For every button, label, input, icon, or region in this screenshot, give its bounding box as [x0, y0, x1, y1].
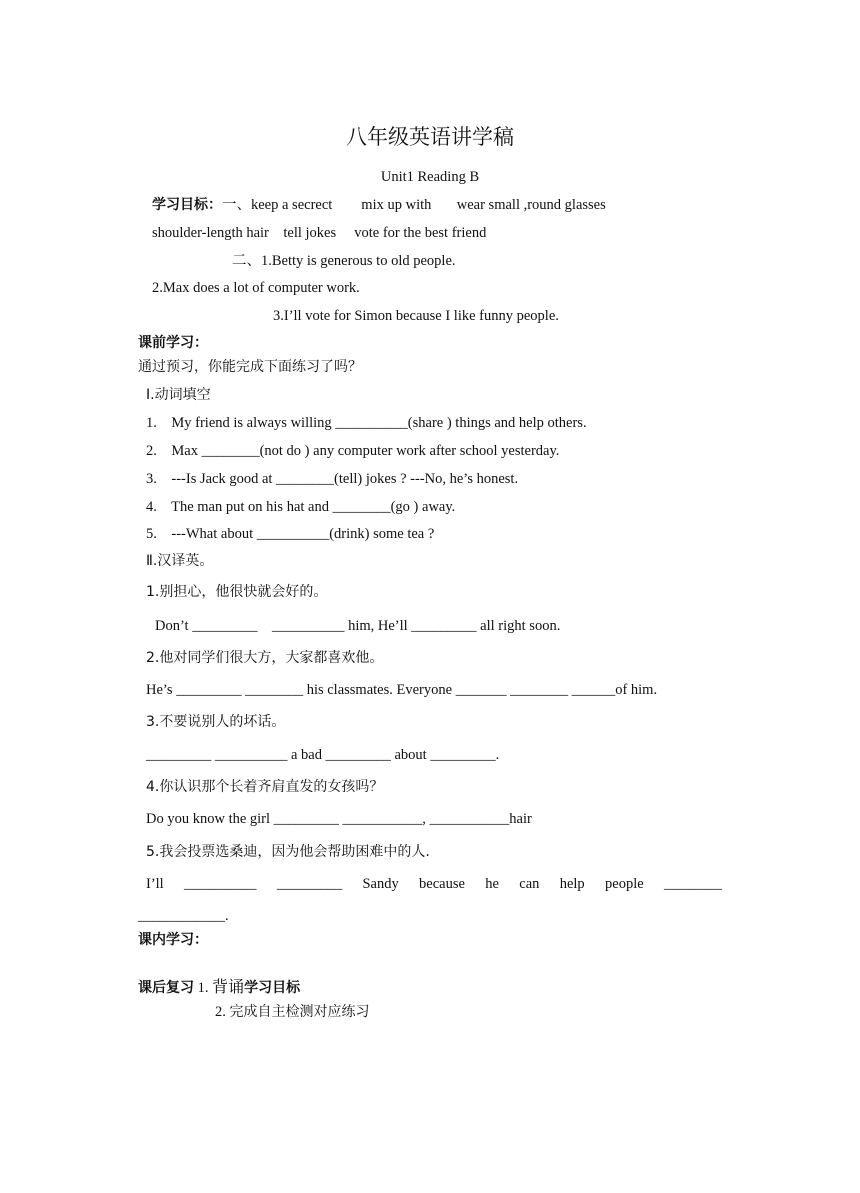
afterclass-item-2: 完成自主检测对应练习 — [229, 1004, 370, 1020]
translation-2-en: He’s _________ ________ his classmates. Everyone _______ ________ ______of him. — [146, 682, 658, 698]
translation-5-word: people — [605, 876, 644, 892]
translation-3-en: _________ __________ a bad _________ about _________. — [146, 747, 500, 763]
translation-5-en — [146, 875, 722, 893]
afterclass-line-1 — [138, 978, 300, 997]
translation-5-cn: 5.我会投票选桑迪，因为他会帮助困难中的人. — [146, 844, 430, 860]
afterclass-item-1-b: 学习目标 — [244, 980, 301, 996]
afterclass-item-2-num: 2. — [215, 1004, 226, 1020]
goals-sentence-2: 2.Max does a lot of computer work. — [152, 280, 360, 296]
inclass-label: 课内学习： — [138, 932, 208, 948]
translation-4-en: Do you know the girl _________ ___________, ___________hair — [146, 811, 532, 827]
translation-5-word: _________ — [276, 876, 343, 892]
translation-5-en-cont: ____________. — [138, 908, 229, 924]
exercise-item: 3. ---Is Jack good at ________(tell) jokes ? ---No, he’s honest. — [146, 471, 519, 487]
goals-sentence-3: 3.I’ll vote for Simon because I like funny people. — [273, 308, 559, 324]
translation-5-word: help — [559, 876, 585, 892]
translation-5-word: because — [419, 876, 465, 892]
exercise-item: 1. My friend is always willing __________(share ) things and help others. — [146, 415, 587, 431]
goals-second: 二、1.Betty is generous to old people. — [232, 253, 456, 269]
translation-3-cn: 3.不要说别人的坏话。 — [146, 714, 286, 730]
translation-4-cn: 4.你认识那个长着齐肩直发的女孩吗？ — [146, 779, 384, 795]
translation-5-word: ________ — [664, 876, 722, 892]
goals-phrases-2: shoulder-length hair tell jokes vote for the best friend — [152, 225, 487, 241]
part1-heading: Ⅰ.动词填空 — [146, 387, 211, 403]
translation-5-word: Sandy — [362, 876, 399, 892]
translation-1-cn: 1.别担心，他很快就会好的。 — [146, 584, 328, 600]
translation-1-en: Don’t _________ __________ him, He’ll _________ all right soon. — [155, 618, 561, 634]
subtitle: Unit1 Reading B — [380, 169, 480, 185]
preclass-intro: 通过预习，你能完成下面练习了吗？ — [138, 359, 362, 375]
page-title: 八年级英语讲学稿 — [346, 125, 514, 149]
translation-5-word: I’ll — [146, 876, 164, 892]
afterclass-label: 课后复习 — [138, 980, 194, 996]
translation-5-word: can — [519, 876, 540, 892]
goals-line-1 — [152, 196, 606, 214]
afterclass-item-1-a: 背诵 — [212, 977, 245, 996]
preclass-label: 课前学习： — [138, 335, 208, 351]
afterclass-item-1-num: 1. — [197, 980, 209, 996]
exercise-item: 2. Max ________(not do ) any computer work after school yesterday. — [146, 443, 560, 459]
translation-2-cn: 2.他对同学们很大方，大家都喜欢他。 — [146, 650, 384, 666]
translation-5-word: __________ — [184, 876, 257, 892]
goals-label: 学习目标： — [152, 197, 222, 213]
afterclass-line-2 — [215, 1003, 370, 1021]
exercise-item: 4. The man put on his hat and ________(go ) away. — [146, 499, 456, 515]
translation-5-word: he — [485, 876, 499, 892]
exercise-item: 5. ---What about __________(drink) some tea ? — [146, 526, 435, 542]
goals-first: 一、keep a secrect mix up with wear small ,round glasses — [222, 197, 606, 213]
part2-heading: Ⅱ.汉译英。 — [146, 553, 214, 569]
